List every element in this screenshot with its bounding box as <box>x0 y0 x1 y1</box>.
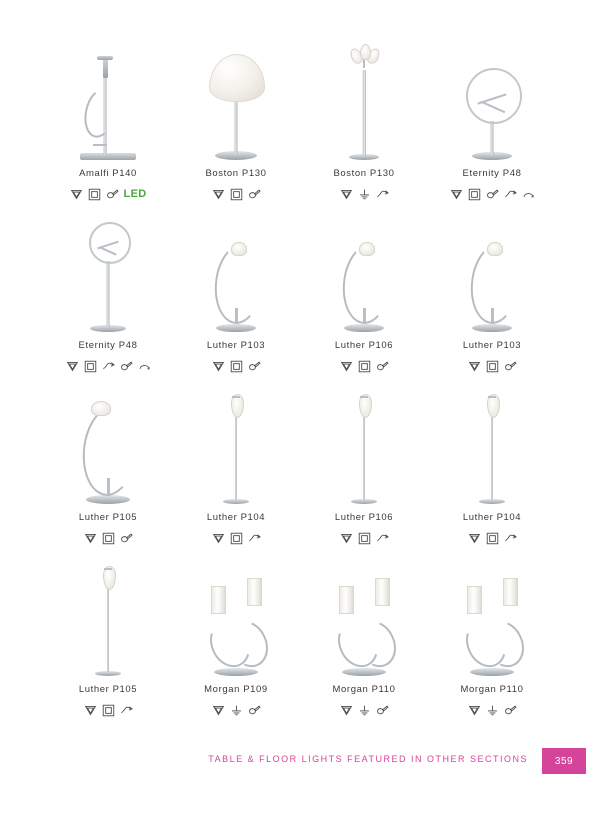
product-image-wrap <box>428 392 556 504</box>
double-insulated-icon <box>212 704 225 717</box>
double-insulated-icon <box>340 704 353 717</box>
product-cell <box>300 48 428 220</box>
product-cell <box>428 220 556 392</box>
product-cell <box>300 392 428 564</box>
dimmable-icon <box>376 532 389 545</box>
double-insulated-icon <box>70 188 83 201</box>
product-image <box>447 392 537 504</box>
product-image <box>447 564 537 676</box>
product-cell <box>44 48 172 220</box>
dimmable-icon <box>248 532 261 545</box>
double-insulated-icon <box>66 360 79 373</box>
ip-rating-icon <box>230 360 243 373</box>
product-image <box>191 48 281 160</box>
product-image-wrap <box>44 392 172 504</box>
dimmable-icon <box>504 188 517 201</box>
ip-rating-icon <box>230 532 243 545</box>
product-image <box>319 48 409 160</box>
product-icon-row <box>84 702 133 718</box>
dimmable-icon <box>504 532 517 545</box>
footer-label: TABLE & FLOOR LIGHTS FEATURED IN OTHER SECTIONS <box>208 754 528 764</box>
ip-rating-icon <box>486 360 499 373</box>
double-insulated-icon <box>450 188 463 201</box>
product-image <box>63 48 153 160</box>
bulb-included-icon <box>376 704 389 717</box>
product-icon-row <box>340 702 389 718</box>
product-image-wrap <box>300 220 428 332</box>
bulb-included-icon <box>248 704 261 717</box>
ip-rating-icon <box>486 532 499 545</box>
product-cell <box>300 564 428 736</box>
dimmable-icon <box>120 704 133 717</box>
product-name: Luther P104 <box>206 512 266 523</box>
double-insulated-icon <box>212 360 225 373</box>
product-image-wrap <box>44 48 172 160</box>
product-cell <box>428 392 556 564</box>
bulb-included-icon <box>248 188 261 201</box>
product-cell <box>428 564 556 736</box>
product-grid <box>44 48 556 736</box>
product-image-wrap <box>44 564 172 676</box>
product-icon-row <box>84 530 133 546</box>
bulb-included-icon <box>248 360 261 373</box>
product-image <box>63 392 153 504</box>
product-icon-row <box>66 358 151 374</box>
product-cell <box>428 48 556 220</box>
product-icon-row <box>212 186 261 202</box>
product-image-wrap <box>172 48 300 160</box>
product-image <box>447 48 537 160</box>
ip-rating-icon <box>468 188 481 201</box>
ip-rating-icon <box>358 532 371 545</box>
product-name: Boston P130 <box>333 168 395 179</box>
double-insulated-icon <box>84 704 97 717</box>
product-cell <box>172 48 300 220</box>
product-image-wrap <box>300 48 428 160</box>
product-image-wrap <box>172 564 300 676</box>
product-icon-row <box>468 702 517 718</box>
product-cell <box>44 564 172 736</box>
product-image-wrap <box>428 220 556 332</box>
adjustable-icon <box>138 360 151 373</box>
product-name: Luther P106 <box>334 340 394 351</box>
product-image-wrap <box>172 220 300 332</box>
product-image-wrap <box>44 220 172 332</box>
product-icon-row <box>340 358 389 374</box>
product-icon-row <box>340 530 389 546</box>
ip-rating-icon <box>88 188 101 201</box>
double-insulated-icon <box>468 360 481 373</box>
product-name: Luther P105 <box>78 684 138 695</box>
adjustable-icon <box>522 188 535 201</box>
earth-class1-icon <box>230 704 243 717</box>
product-icon-row <box>468 530 517 546</box>
product-image <box>63 220 153 332</box>
product-name: Luther P103 <box>206 340 266 351</box>
product-name: Boston P130 <box>205 168 267 179</box>
product-name: Morgan P110 <box>332 684 396 695</box>
double-insulated-icon <box>84 532 97 545</box>
double-insulated-icon <box>340 532 353 545</box>
product-name: Luther P106 <box>334 512 394 523</box>
ip-rating-icon <box>102 704 115 717</box>
product-image-wrap <box>428 48 556 160</box>
product-image <box>191 564 281 676</box>
product-cell <box>300 220 428 392</box>
product-cell <box>44 220 172 392</box>
product-name: Eternity P48 <box>462 168 522 179</box>
product-image-wrap <box>172 392 300 504</box>
earth-class1-icon <box>358 188 371 201</box>
product-image <box>319 392 409 504</box>
product-image <box>319 220 409 332</box>
double-insulated-icon <box>468 704 481 717</box>
product-icon-row <box>450 186 535 202</box>
ip-rating-icon <box>102 532 115 545</box>
dimmable-icon <box>376 188 389 201</box>
ip-rating-icon <box>84 360 97 373</box>
led-icon: LED <box>123 188 147 200</box>
double-insulated-icon <box>212 532 225 545</box>
product-icon-row <box>340 186 389 202</box>
product-icon-row <box>212 702 261 718</box>
product-image-wrap <box>300 564 428 676</box>
product-image <box>319 564 409 676</box>
bulb-included-icon <box>486 188 499 201</box>
bulb-included-icon <box>504 704 517 717</box>
bulb-included-icon <box>376 360 389 373</box>
product-icon-row <box>212 358 261 374</box>
ip-rating-icon <box>358 360 371 373</box>
dimmable-icon <box>102 360 115 373</box>
product-cell <box>172 220 300 392</box>
product-cell <box>44 392 172 564</box>
product-name: Luther P103 <box>462 340 522 351</box>
product-name: Eternity P48 <box>78 340 138 351</box>
ip-rating-icon <box>230 188 243 201</box>
product-cell <box>172 564 300 736</box>
product-name: Luther P104 <box>462 512 522 523</box>
product-icon-row <box>212 530 261 546</box>
product-image <box>447 220 537 332</box>
double-insulated-icon <box>340 360 353 373</box>
earth-class1-icon <box>358 704 371 717</box>
page-footer <box>0 748 600 774</box>
product-image-wrap <box>428 564 556 676</box>
product-image <box>191 220 281 332</box>
product-name: Morgan P109 <box>204 684 268 695</box>
product-name: Morgan P110 <box>460 684 524 695</box>
product-image <box>191 392 281 504</box>
bulb-included-icon <box>106 188 119 201</box>
bulb-included-icon <box>120 532 133 545</box>
product-image <box>63 564 153 676</box>
double-insulated-icon <box>212 188 225 201</box>
product-image-wrap <box>300 392 428 504</box>
bulb-included-icon <box>504 360 517 373</box>
earth-class1-icon <box>486 704 499 717</box>
double-insulated-icon <box>468 532 481 545</box>
product-icon-row <box>70 186 147 202</box>
page-number: 359 <box>542 748 586 774</box>
product-cell <box>172 392 300 564</box>
double-insulated-icon <box>340 188 353 201</box>
product-name: Amalfi P140 <box>79 168 137 179</box>
product-icon-row <box>468 358 517 374</box>
bulb-included-icon <box>120 360 133 373</box>
product-name: Luther P105 <box>78 512 138 523</box>
